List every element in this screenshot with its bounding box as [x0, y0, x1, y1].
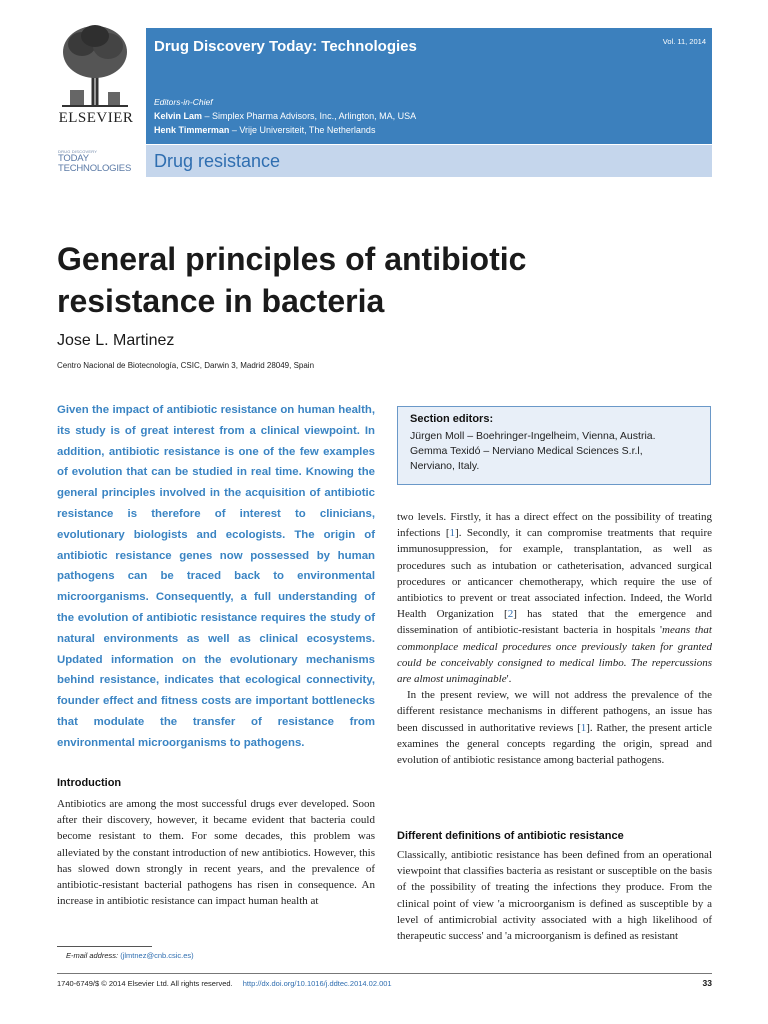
topic-title: Drug resistance — [154, 151, 281, 171]
journal-header-bar — [146, 28, 712, 144]
publisher-name: ELSEVIER — [58, 110, 134, 126]
right-column-text — [397, 509, 712, 768]
email-label: E-mail address: — [66, 951, 119, 960]
journal-logo-small: DRUG DISCOVERY — [58, 149, 98, 154]
text-run: ]. Secondly, it can compromise treatments that require immunosuppression, for example, transplantation, as well as procedures such as intubation or catheterisation, advanced surgical procedures or anticancer chemotherapy, which require the use of antibiotics to prevent or treat associated infection. Indeed, the World Health Organization [ — [397, 527, 712, 621]
issn-copyright: 1740-6749/$ © 2014 Elsevier Ltd. All rights reserved. — [57, 979, 233, 988]
section-editor-1: Jürgen Moll – Boehringer-Ingelheim, Vienna, Austria. — [410, 430, 656, 442]
elsevier-tree-icon — [60, 22, 130, 108]
journal-logo-line2: TECHNOLOGIES — [58, 162, 132, 174]
topic-bar — [146, 145, 712, 177]
abstract: Given the impact of antibiotic resistance on human health, its study is of great interest from a clinical viewpoint. In addition, antibiotic resistance is one of the few examples of evolution that can be studied in real time. Knowing the general principles involved in the acquisition of antibiotic resistance is therefore of interest to clinicians, evolutionary biologists and ecologists. The origin of antibiotic resistance genes now possessed by human pathogens can be traced back to environmental microorganisms. Consequently, a full understanding of the evolution of antibiotic resistance requires the study of natural environments as well as clinical ecosystems. Updated information on the evolutionary mechanisms behind resistance, indicates that ecological connectivity, founder effect and fitness costs are important bottlenecks that modulate the transfer of resistance from environmental microorganisms to pathogens. — [57, 404, 375, 749]
text-run: In the present review, we will not address the prevalence of the different resistance mechanisms in different pathogens, an issue has been discussed in authoritative reviews [ — [397, 689, 712, 734]
article-title — [57, 238, 677, 322]
definitions-text — [397, 847, 712, 944]
section-editors-heading: Section editors: — [410, 413, 494, 425]
citation-link[interactable]: 1 — [449, 527, 456, 540]
section-editors-box — [397, 406, 711, 485]
text-run: '. — [506, 673, 512, 686]
email-link[interactable]: (jlmtnez@cnb.csic.es) — [120, 951, 194, 960]
article-title-line1: General principles of antibiotic — [57, 241, 527, 277]
journal-logo-line1: TODAY — [58, 153, 89, 164]
page-footer — [57, 979, 392, 988]
section-editor-2-location: Nerviano, Italy. — [410, 460, 480, 472]
editor-2 — [154, 123, 416, 137]
introduction-text — [57, 796, 375, 909]
body-paragraph: Classically, antibiotic resistance has been defined from an operational viewpoint that classifies bacteria as resistant or susceptible on the basis of the possibility of treating the infections they produce. From the clinical point of view 'a microorganism is defined as susceptible by a level of antimicrobial activity associated with a high likelihood of therapeutic success' and 'a microorganism is defined as resistant — [397, 849, 712, 943]
text-run: ]. Rather, the present article examines the general concepts regarding the origin, spread and evolution of antibiotic resistance among bacterial pathogens. — [397, 721, 712, 767]
footnote-rule — [57, 946, 152, 947]
editor-2-name: Henk Timmerman — [154, 125, 230, 135]
editors-in-chief — [154, 95, 416, 137]
article-title-line2: resistance in bacteria — [57, 283, 385, 319]
journal-title: Drug Discovery Today: Technologies — [154, 38, 417, 55]
journal-logo — [58, 150, 138, 173]
body-paragraph: Antibiotics are among the most successful drugs ever developed. Soon after their discovery, however, it became evident that bacteria could become resistant to them. For some decades, this problem was alleviated by the constant introduction of new antibiotics. However, this has slowed down strongly in recent years, and the prevalence of antibiotic-resistant bacterial pathogens has risen in consequence. An increase in antibiotic resistance can impact human health at — [57, 798, 375, 908]
body-paragraph — [397, 687, 712, 768]
text-run: two levels. Firstly, it has a direct effect on the possibility of treating infections [ — [397, 511, 712, 540]
text-run: ] has stated that the emergence and dissemination of antibiotic-resistant bacteria in hospitals ' — [397, 608, 713, 637]
editor-2-affiliation: – Vrije Universiteit, The Netherlands — [229, 125, 376, 135]
definitions-heading: Different definitions of antibiotic resistance — [397, 830, 624, 842]
citation-link[interactable]: 1 — [580, 721, 587, 734]
author-affiliation: Centro Nacional de Biotecnología, CSIC, Darwin 3, Madrid 28049, Spain — [57, 361, 315, 370]
editor-1-affiliation: – Simplex Pharma Advisors, Inc., Arlington, MA, USA — [202, 111, 417, 121]
citation-link[interactable]: 2 — [507, 608, 514, 621]
page-number: 33 — [702, 978, 712, 988]
editors-label: Editors-in-Chief — [154, 97, 213, 107]
volume-label: Vol. 11, 2014 — [662, 37, 706, 46]
body-paragraph — [397, 509, 712, 687]
introduction-heading: Introduction — [57, 777, 122, 789]
section-editor-2: Gemma Texidó – Nerviano Medical Sciences S.r.l, — [410, 445, 643, 457]
elsevier-logo — [56, 18, 134, 130]
author-name: Jose L. Martinez — [57, 332, 175, 349]
editor-1-name: Kelvin Lam — [154, 111, 203, 121]
doi-link[interactable]: http://dx.doi.org/10.1016/j.ddtec.2014.02.001 — [242, 979, 392, 988]
who-quote: means that commonplace medical procedures once previously taken for granted could be conceivably consigned to medical limbo. The repercussions are almost unimaginable — [397, 624, 712, 686]
editor-1 — [154, 109, 416, 123]
footnote-email — [66, 951, 194, 960]
footer-rule — [57, 973, 712, 974]
